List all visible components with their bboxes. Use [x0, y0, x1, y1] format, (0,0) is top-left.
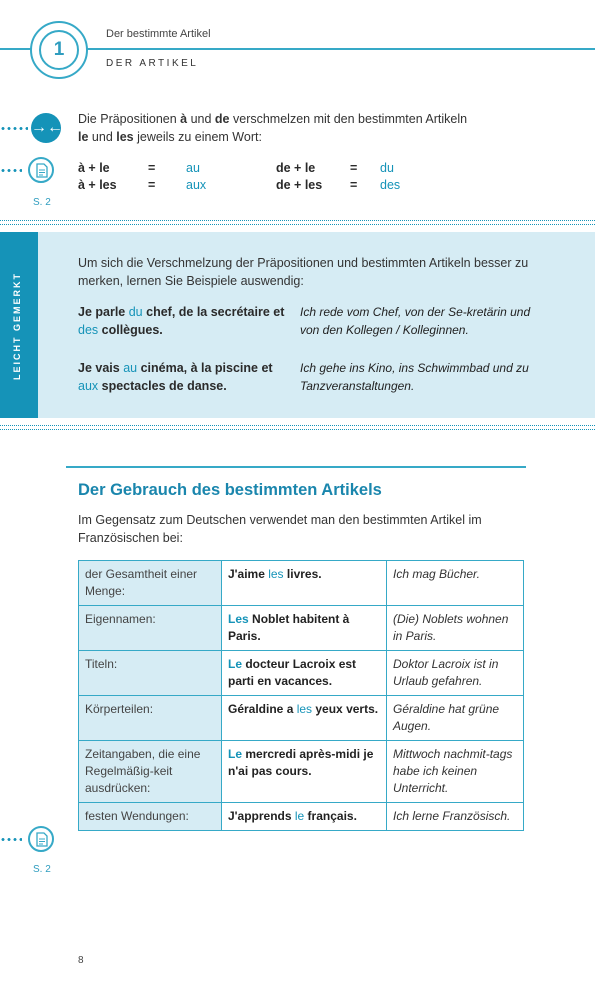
usage-example-fr: Le docteur Lacroix est parti en vacances. [222, 651, 387, 696]
usage-category: Eigennamen: [79, 606, 222, 651]
page-number: 8 [78, 955, 84, 966]
usage-translation-de: Ich lerne Französisch. [387, 803, 524, 831]
usage-example-fr: Géraldine a les yeux verts. [222, 696, 387, 741]
contraction-row: à + le = au [78, 161, 200, 175]
usage-example-fr: Le mercredi après-midi je n'ai pas cours. [222, 741, 387, 803]
section-intro: Im Gegensatz zum Deutschen verwendet man den bestimmten Artikel im Französischen bei: [78, 513, 482, 545]
section-caption: DER ARTIKEL [106, 58, 199, 69]
usage-example-fr: Les Noblet habitent à Paris. [222, 606, 387, 651]
table-row [79, 803, 524, 831]
usage-translation-de: Doktor Lacroix ist in Urlaub gefahren. [387, 651, 524, 696]
usage-category: Körperteilen: [79, 696, 222, 741]
usage-category: Titeln: [79, 651, 222, 696]
contraction-row: de + les = des [276, 178, 401, 192]
usage-translation-de: (Die) Noblets wohnen in Paris. [387, 606, 524, 651]
contraction-row: à + les = aux [78, 178, 207, 192]
table-row [79, 696, 524, 741]
usage-translation-de: Mittwoch nachmit-tags habe ich keinen Unterricht. [387, 741, 524, 803]
mnemonic-intro: Um sich die Verschmelzung der Präpositionen und bestimmten Artikeln besser zu merken, lernen Sie Beispiele auswendig: [78, 256, 529, 288]
mnemonic-side-tab [0, 232, 38, 418]
dotted-divider [0, 429, 595, 430]
example-french-2: Je vais au cinéma, à la piscine et aux spectacles de danse. [78, 361, 273, 393]
usage-translation-de: Géraldine hat grüne Augen. [387, 696, 524, 741]
usage-example-fr: J'apprends le français. [222, 803, 387, 831]
chapter-number: 1 [39, 30, 79, 70]
table-row [79, 606, 524, 651]
dotted-connector [0, 169, 22, 172]
chapter-badge [30, 21, 88, 79]
merge-icon: →← [31, 113, 61, 143]
section-rule [66, 466, 526, 468]
usage-category: Zeitangaben, die eine Regelmäßig-keit ausdrücken: [79, 741, 222, 803]
contraction-rule: Die Präpositionen à und de verschmelzen mit den bestimmten Artikeln le und les jeweils zu einem Wort: [78, 112, 468, 144]
dotted-connector [0, 127, 28, 130]
page-reference[interactable]: S. 2 [33, 197, 51, 208]
page-reference[interactable]: S. 2 [33, 864, 51, 875]
table-row [79, 561, 524, 606]
dotted-divider [0, 224, 595, 225]
header-rule [0, 48, 595, 50]
contraction-row: de + le = du [276, 161, 394, 175]
document-icon[interactable] [28, 826, 54, 852]
table-row [79, 741, 524, 803]
dotted-connector [0, 838, 22, 841]
chapter-title: Der bestimmte Artikel [106, 28, 211, 40]
section-title: Der Gebrauch des bestimmten Artikels [78, 481, 382, 499]
usage-example-fr: J'aime les livres. [222, 561, 387, 606]
example-french-1: Je parle du chef, de la secrétaire et des collègues. [78, 305, 285, 337]
dotted-divider [0, 220, 595, 221]
dotted-divider [0, 425, 595, 426]
usage-table [78, 560, 524, 831]
usage-category: festen Wendungen: [79, 803, 222, 831]
table-row [79, 651, 524, 696]
contraction-table-de [276, 160, 400, 194]
example-german-1: Ich rede vom Chef, von der Se-kretärin und von den Kollegen / Kolleginnen. [300, 305, 531, 337]
document-icon[interactable] [28, 157, 54, 183]
usage-category: der Gesamtheit einer Menge: [79, 561, 222, 606]
contraction-table-a [78, 160, 206, 194]
example-german-2: Ich gehe ins Kino, ins Schwimmbad und zu Tanzveranstaltungen. [300, 361, 529, 393]
mnemonic-label: LEICHT GEMERKT [12, 272, 22, 380]
usage-translation-de: Ich mag Bücher. [387, 561, 524, 606]
